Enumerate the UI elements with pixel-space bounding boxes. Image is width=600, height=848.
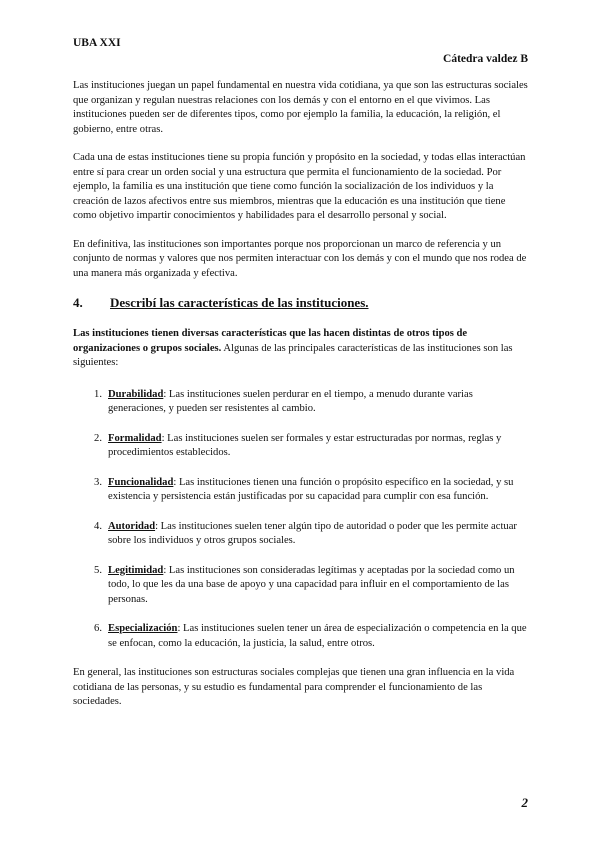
list-item-term: Formalidad (108, 432, 162, 444)
list-item-text: : Las instituciones son consideradas legítimas y aceptadas por la sociedad como un todo, lo que les da una base de apoyo y una capacidad para influir en el comportamiento de las personas. (108, 564, 515, 605)
list-item-term: Autoridad (108, 520, 156, 532)
characteristics-list (73, 388, 529, 652)
section-number: 4. (73, 295, 83, 310)
list-item-body (108, 520, 529, 549)
list-item-term: Funcionalidad (108, 476, 174, 488)
conclusion-paragraph: En general, las instituciones son estructuras sociales complejas que tienen una gran influencia en la vida cotidiana de las personas, y su estudio es fundamental para comprender el funcionamiento de las sociedades. (73, 667, 515, 707)
paragraph: Cada una de estas instituciones tiene su propia función y propósito en la sociedad, y todas ellas interactúan entre sí para crear un orden social y una estructura que permita el funcionamiento de la sociedad. Por ejemplo, la familia es una institución que tiene como función la socialización de los individuos y la creación de lazos afectivos entre sus miembros, mientras que la educación es una institución que tiene como objetivo impartir conocimientos y habilidades para el desarrollo personal y social. (73, 152, 526, 221)
list-item-number: 4. (94, 520, 102, 532)
list-item-text: : Las instituciones suelen tener algún tipo de autoridad o poder que les permite actuar sobre los individuos y otros grupos sociales. (108, 520, 517, 546)
list-item-body (108, 388, 529, 417)
list-item (73, 520, 529, 549)
paragraph: Las instituciones juegan un papel fundamental en nuestra vida cotidiana, ya que son las estructuras sociales que organizan y regulan nuestras relaciones con los demás y con el entorno en el que vivimos. Las instituciones pueden ser de diferentes tipos, como por ejemplo la familia, la educación, la religión, el gobierno, entre otras. (73, 80, 528, 135)
list-item-text: : Las instituciones suelen tener un área de especialización o competencia en la que se enfocan, como la educación, la justicia, la salud, entre otros. (108, 623, 527, 649)
list-item-number: 6. (94, 623, 102, 634)
list-item-body (108, 622, 529, 651)
list-item-text: : Las instituciones suelen perdurar en el tiempo, a menudo durante varias generaciones, y pueden ser resistentes al cambio. (108, 388, 473, 414)
section-intro (73, 327, 529, 371)
list-item (73, 622, 529, 651)
list-item-term: Especialización (108, 623, 178, 634)
list-item-body (108, 476, 529, 505)
section-title: Describí las características de las instituciones. (110, 295, 369, 310)
list-item (73, 476, 529, 505)
list-item-text: : Las instituciones suelen ser formales y estar estructuradas por normas, reglas y procedimientos establecidos. (108, 432, 502, 458)
list-item (73, 388, 529, 417)
section-intro-bold: Las instituciones tienen diversas características que las hacen distintas de otros tipos de organizaciones o grupos sociales. (73, 328, 468, 354)
list-item-number: 3. (94, 476, 102, 488)
list-item-term: Durabilidad (108, 388, 164, 400)
section-intro-rest: Algunas de las principales características de las instituciones son las siguientes: (73, 342, 513, 368)
section-heading (73, 295, 529, 311)
list-item (73, 432, 529, 461)
list-item-body (108, 564, 529, 608)
list-item-number: 1. (94, 388, 102, 400)
paragraph: En definitiva, las instituciones son importantes porque nos proporcionan un marco de referencia y un conjunto de normas y valores que nos permiten interactuar con los demás y con el mundo que nos rodea de una manera más organizada y efectiva. (73, 238, 527, 279)
list-item-body (108, 432, 529, 461)
header-chair-name: Cátedra valdez B (443, 53, 528, 65)
list-item-term: Legitimidad (108, 564, 164, 576)
document-body (73, 79, 529, 724)
list-item-number: 5. (94, 564, 102, 576)
page-number: 2 (521, 795, 528, 810)
header-course-name: UBA XXI (73, 37, 121, 49)
list-item-number: 2. (94, 432, 102, 444)
list-item-text: : Las instituciones tienen una función o propósito específico en la sociedad, y su existencia y persistencia están justificadas por su capacidad para cumplir con esa función. (108, 476, 514, 502)
list-item (73, 564, 529, 608)
